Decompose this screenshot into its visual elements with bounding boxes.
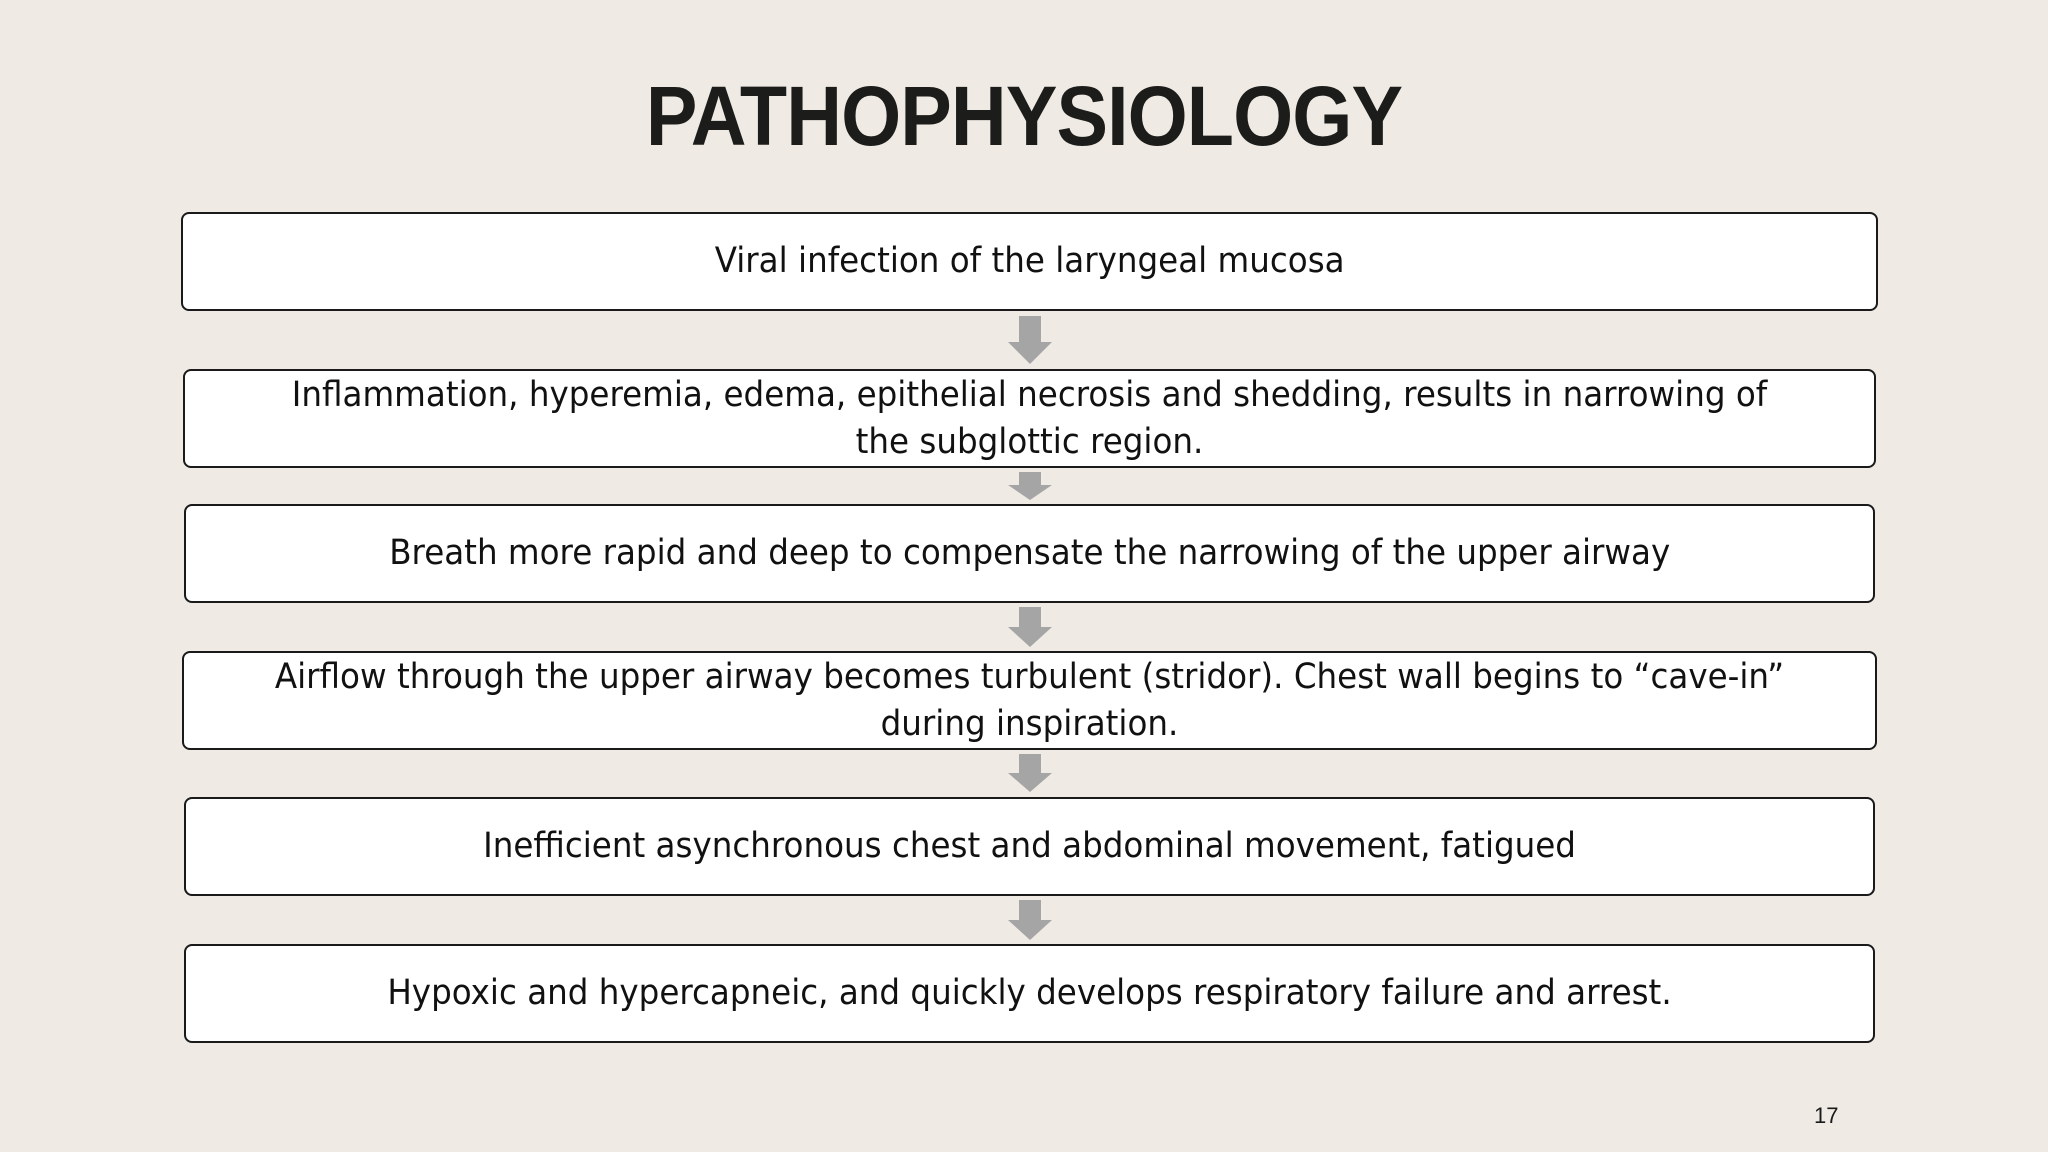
flow-step-1: [181, 212, 1878, 311]
flow-step-5: [184, 797, 1875, 896]
flow-step-4: [182, 651, 1877, 750]
down-arrow-icon: [1008, 316, 1052, 364]
flow-step-4-text: Airflow through the upper airway becomes turbulent (stridor). Chest wall begins to “cave-in” during inspiration.: [274, 656, 1785, 744]
flow-step-6: [184, 944, 1875, 1043]
page-number: 17: [1814, 1103, 1839, 1128]
flow-step-2-text: Inflammation, hyperemia, edema, epithelial necrosis and shedding, results in narrowing of the subglottic region.: [291, 374, 1768, 462]
down-arrow-icon: [1008, 607, 1052, 647]
flow-step-1-text: Viral infection of the laryngeal mucosa: [714, 241, 1345, 281]
down-arrow-icon: [1008, 754, 1052, 792]
flow-step-3: [184, 504, 1875, 603]
down-arrow-icon: [1008, 900, 1052, 940]
flow-step-6-text: Hypoxic and hypercapneic, and quickly develops respiratory failure and arrest.: [387, 973, 1672, 1013]
down-arrow-icon: [1008, 472, 1052, 500]
flow-step-2: [183, 369, 1876, 468]
flow-step-5-text: Inefficient asynchronous chest and abdominal movement, fatigued: [483, 826, 1576, 866]
slide-title: PATHOPHYSIOLOGY: [645, 69, 1403, 163]
flow-step-3-text: Breath more rapid and deep to compensate the narrowing of the upper airway: [388, 533, 1671, 573]
